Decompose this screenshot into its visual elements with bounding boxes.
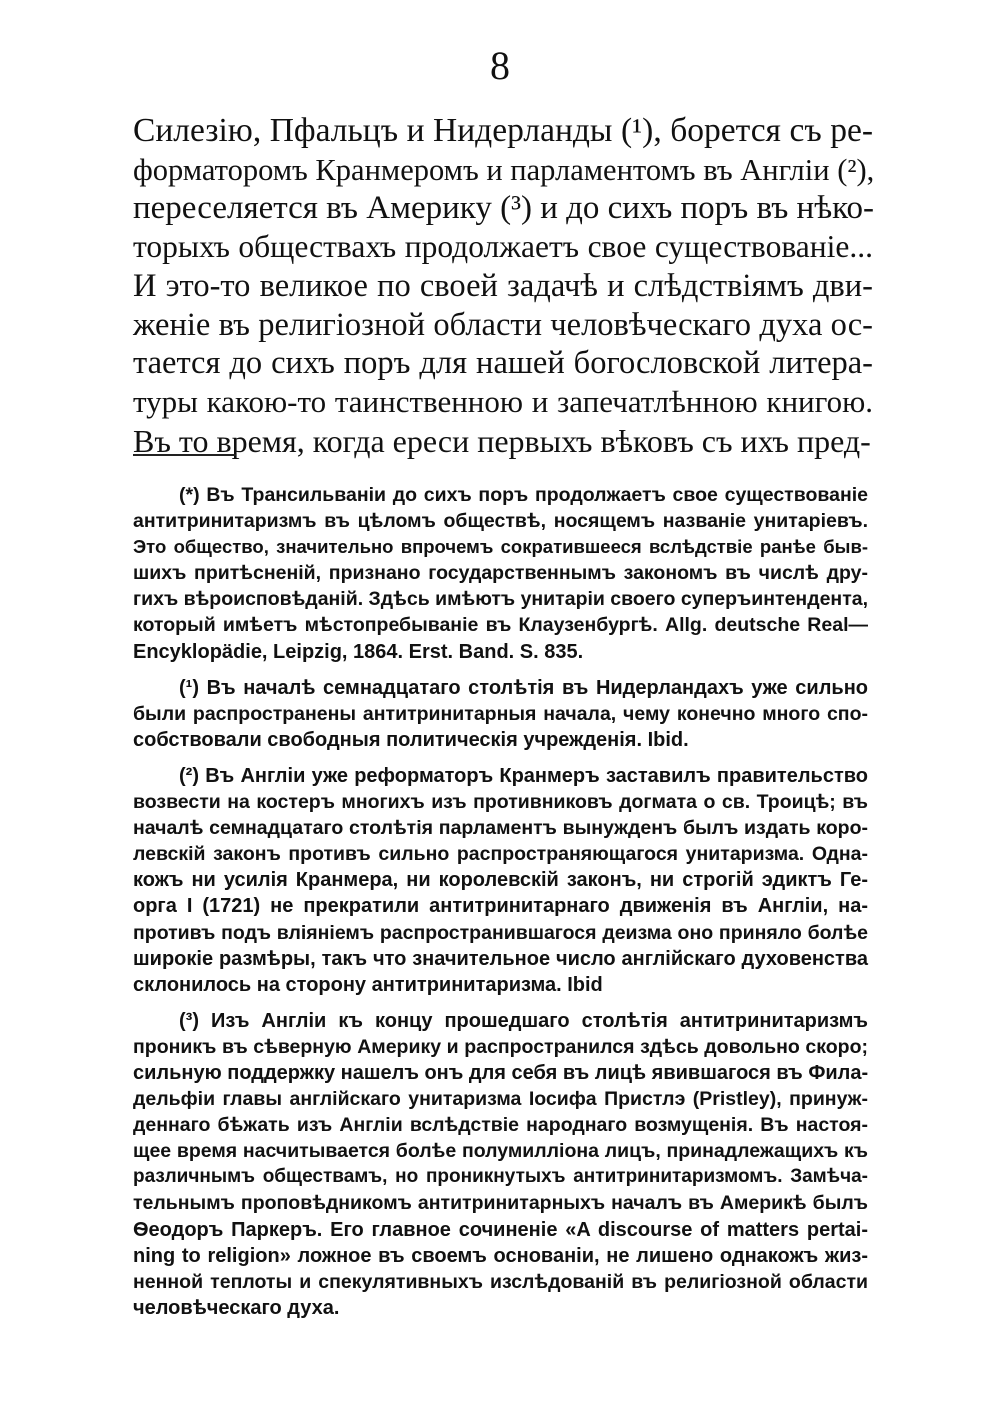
footnote-1 — [133, 675, 868, 753]
footnote-line: Encyklopädie, Leipzig, 1864. Erst. Band. S. 835. — [133, 640, 584, 663]
footnote-line: тельнымъ проповѣдникомъ антитринитарныхъ началъ въ Америкѣ былъ — [133, 1192, 868, 1215]
footnote-line: началѣ семнадцатаго столѣтія парламентъ вынужденъ былъ издать коро- — [133, 817, 868, 840]
footnote-line: ning to religion» ложное въ своемъ основаніи, не лишено однакожъ жиз- — [133, 1244, 868, 1267]
footnote-line: гихъ вѣроисповѣданій. Здѣсь имѣютъ унитаріи своего суперъинтендента, — [133, 588, 869, 611]
main-text-line: И это-то великое по своей задачѣ и слѣдствіямъ дви- — [133, 267, 873, 304]
footnote-line: склонилось на сторону антитринитаризма. Ibid — [133, 973, 603, 996]
footnote-line: (³) Изъ Англіи къ концу прошедшаго столѣтія антитринитаризмъ — [179, 1009, 868, 1032]
footnote-line: широкіе размѣры, такъ что значительное число англійскаго духовенства — [133, 947, 868, 970]
footnote-line: сильную поддержку нашелъ онъ для себя въ лицѣ явившагося въ Фила- — [133, 1061, 869, 1084]
footnote-line: человѣческаго духа. — [133, 1296, 340, 1319]
main-text-line: туры какою-то таинственною и запечатлѣнною книгою. — [133, 383, 873, 419]
main-text-line: тается до сихъ поръ для нашей богословской литера- — [133, 345, 873, 382]
footnote-line: Ѳеодоръ Паркеръ. Его главное сочиненіе «A discourse of matters pertai- — [133, 1218, 868, 1241]
main-text-line: Въ то время, когда ереси первыхъ вѣковъ съ ихъ пред- — [133, 422, 871, 459]
main-text-line: переселяется въ Америку (³) и до сихъ поръ въ нѣко- — [133, 190, 874, 227]
footnote-line: кожъ ни усилія Кранмера, ни королевскій законъ, ни строгій эдиктъ Ге- — [133, 869, 868, 892]
footnote-line: левскій законъ противъ сильно распространяющагося унитаризма. Одна- — [133, 843, 868, 866]
footnote-line: были распространены антитринитарныя начала, чему конечно много спо- — [133, 702, 868, 725]
main-text-line: Силезію, Пфальцъ и Нидерланды (¹), борется съ ре- — [133, 112, 873, 149]
footnote-separator-rule — [133, 454, 236, 456]
footnote-line: различнымъ обществамъ, но проникнутыхъ антитринитаризмомъ. Замѣча- — [133, 1166, 868, 1188]
footnote-star — [133, 482, 868, 665]
footnote-line: (²) Въ Англіи уже реформаторъ Кранмеръ заставилъ правительство — [179, 764, 868, 787]
footnote-line: проникъ въ сѣверную Америку и распространился здѣсь довольно скоро; — [133, 1035, 868, 1058]
footnote-line: возвести на костеръ многихъ изъ противниковъ догмата о св. Троицѣ; въ — [133, 791, 868, 814]
footnote-line: дельфіи главы англійскаго унитаризма Іосифа Пристлэ (Pristley), принуж- — [133, 1088, 868, 1111]
footnote-3 — [133, 1008, 868, 1321]
footnote-line: деннаго бѣжать изъ Англіи вслѣдствіе народнаго возмущенія. Въ настоя- — [133, 1114, 868, 1137]
footnote-line: Это общество, значительно впрочемъ сократившееся вслѣдствіе ранѣе быв- — [133, 536, 868, 558]
footnote-line: щее время насчитывается болѣе полумилліона лицъ, принадлежащихъ къ — [133, 1140, 868, 1163]
footnote-2 — [133, 763, 868, 998]
footnote-line: орга I (1721) не прекратили антитринитарнаго движенія въ Англіи, на- — [133, 895, 868, 918]
main-text-line: форматоромъ Кранмеромъ и парламентомъ въ Англіи (²), — [133, 152, 875, 187]
footnote-line: ненной теплоты и спекулятивныхъ изслѣдованій въ религіозной области — [133, 1270, 868, 1293]
footnote-line: антитринитаризмъ въ цѣломъ обществѣ, носящемъ названіе унитаріевъ. — [133, 510, 868, 533]
page-number: 8 — [490, 43, 510, 88]
footnote-line: который имѣетъ мѣстопребываніе въ Клаузенбургѣ. Allg. deutsche Real— — [133, 614, 868, 637]
footnote-line: собствовали свободныя политическія учрежденія. Ibid. — [133, 728, 689, 751]
footnote-line: шихъ притѣсненій, признано государственнымъ закономъ въ числѣ дру- — [133, 562, 868, 585]
main-text-line: торыхъ обществахъ продолжаетъ свое существованіе... — [133, 229, 873, 265]
footnote-line: (*) Въ Трансильваніи до сихъ поръ продолжаетъ свое существованіе — [179, 484, 868, 506]
footnote-line: (¹) Въ началѣ семнадцатаго столѣтія въ Нидерландахъ уже сильно — [179, 676, 868, 699]
footnote-line: противъ подъ вліяніемъ распространившагося деизма оно приняло болѣе — [133, 921, 868, 944]
footnotes — [133, 482, 868, 1331]
main-text — [133, 112, 873, 460]
main-text-line: женіе въ религіозной области человѣческаго духа ос- — [133, 306, 873, 343]
